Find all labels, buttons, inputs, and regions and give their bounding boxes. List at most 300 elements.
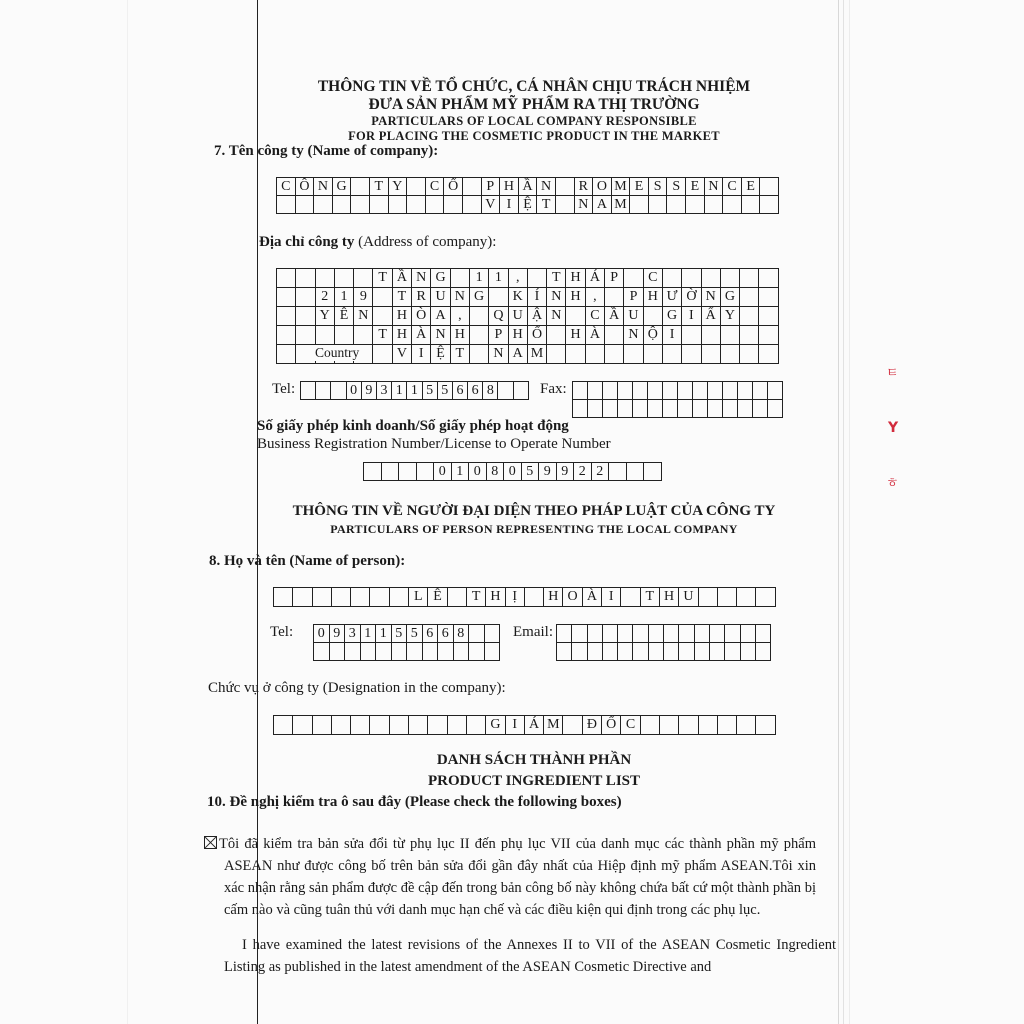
form-cell: U xyxy=(679,588,698,607)
red-stamp-mark xyxy=(882,352,912,502)
form-cell xyxy=(274,716,293,735)
form-cell: 1 xyxy=(452,463,470,481)
form-cell xyxy=(316,269,335,288)
form-cell xyxy=(679,643,694,661)
form-cell xyxy=(314,643,330,661)
form-cell xyxy=(708,382,723,400)
form-cell xyxy=(738,400,753,418)
form-cell: Ậ xyxy=(528,307,547,326)
form-cell xyxy=(557,625,572,643)
form-cell: T xyxy=(537,196,556,214)
form-cell xyxy=(331,382,346,400)
form-cell xyxy=(648,400,663,418)
form-cell: C xyxy=(644,269,663,288)
form-cell xyxy=(644,345,663,364)
form-cell xyxy=(633,382,648,400)
form-cell: N xyxy=(702,288,721,307)
form-cell xyxy=(354,269,373,288)
form-cell: 9 xyxy=(539,463,557,481)
form-cell: Ố xyxy=(528,326,547,345)
company-address-label xyxy=(259,234,496,251)
form-cell xyxy=(667,196,686,214)
form-cell xyxy=(721,269,740,288)
form-cell xyxy=(718,588,737,607)
form-cell: H xyxy=(660,588,679,607)
form-cell: Y xyxy=(316,307,335,326)
form-cell: 0 xyxy=(469,463,487,481)
form-cell xyxy=(702,326,721,345)
form-cell: Ê xyxy=(428,588,447,607)
form-cell xyxy=(444,196,463,214)
form-cell: Ò xyxy=(412,307,431,326)
form-cell: T xyxy=(373,269,392,288)
form-cell: 1 xyxy=(335,288,354,307)
form-cell: 1 xyxy=(392,382,407,400)
form-cell xyxy=(644,463,662,481)
form-cell: Ầ xyxy=(519,178,538,196)
form-cell: 5 xyxy=(423,382,438,400)
form-cell xyxy=(641,716,660,735)
form-cell: Á xyxy=(586,269,605,288)
form-cell: N xyxy=(412,269,431,288)
form-cell: Ổ xyxy=(444,178,463,196)
form-cell: U xyxy=(431,288,450,307)
form-cell xyxy=(485,625,501,643)
form-cell xyxy=(740,307,759,326)
person-name-label: 8. Họ và tên (Name of person): xyxy=(209,553,406,569)
form-cell: N xyxy=(547,307,566,326)
form-cell xyxy=(313,716,332,735)
form-cell xyxy=(768,400,783,418)
form-cell xyxy=(566,307,585,326)
form-cell: N xyxy=(575,196,594,214)
form-cell: À xyxy=(412,326,431,345)
company-fax-label: Fax: xyxy=(540,381,567,397)
form-cell xyxy=(563,716,582,735)
form-cell: G xyxy=(431,269,450,288)
form-cell: 0 xyxy=(314,625,330,643)
person-email-label: Email: xyxy=(513,624,553,640)
form-cell: C xyxy=(586,307,605,326)
form-cell xyxy=(682,345,701,364)
form-cell xyxy=(705,196,724,214)
form-cell: Á xyxy=(525,716,544,735)
form-cell: I xyxy=(663,326,682,345)
form-cell xyxy=(603,400,618,418)
form-cell xyxy=(370,588,389,607)
form-cell xyxy=(409,716,428,735)
form-cell: À xyxy=(586,326,605,345)
heading-vi-line1: THÔNG TIN VỀ TỔ CHỨC, CÁ NHÂN CHỊU TRÁCH NHIỆM xyxy=(317,78,751,95)
form-cell xyxy=(572,643,587,661)
form-cell: P xyxy=(605,269,624,288)
designation-grid xyxy=(273,715,776,735)
country-label: Country xyxy=(315,345,360,360)
form-cell xyxy=(740,326,759,345)
form-cell xyxy=(277,345,296,364)
form-cell: H xyxy=(451,326,470,345)
form-cell xyxy=(624,269,643,288)
form-cell xyxy=(695,643,710,661)
form-cell xyxy=(332,588,351,607)
form-cell xyxy=(390,588,409,607)
form-cell xyxy=(470,345,489,364)
designation-label: Chức vụ ở công ty (Designation in the company): xyxy=(208,680,506,696)
form-cell xyxy=(426,196,445,214)
license-number-grid xyxy=(363,462,662,481)
form-cell: Ộ xyxy=(644,326,663,345)
form-cell xyxy=(448,716,467,735)
form-cell: À xyxy=(583,588,602,607)
person-name-grid xyxy=(273,587,776,607)
form-cell xyxy=(572,625,587,643)
form-cell xyxy=(721,345,740,364)
form-cell xyxy=(469,625,485,643)
form-cell: 9 xyxy=(330,625,346,643)
form-cell xyxy=(351,178,370,196)
form-cell: I xyxy=(412,345,431,364)
person-email-grid xyxy=(556,624,771,661)
form-cell xyxy=(547,345,566,364)
form-cell xyxy=(630,196,649,214)
form-cell: G xyxy=(721,288,740,307)
form-cell xyxy=(296,196,315,214)
form-cell xyxy=(737,716,756,735)
checked-box-icon[interactable] xyxy=(204,836,217,849)
form-cell xyxy=(351,588,370,607)
form-cell: 2 xyxy=(592,463,610,481)
form-cell xyxy=(463,196,482,214)
form-cell: U xyxy=(624,307,643,326)
form-cell xyxy=(723,400,738,418)
form-cell: S xyxy=(649,178,668,196)
form-cell xyxy=(756,625,771,643)
scan-line xyxy=(849,0,850,1024)
form-cell: 6 xyxy=(468,382,483,400)
form-cell: 5 xyxy=(438,382,453,400)
form-cell: K xyxy=(509,288,528,307)
form-cell: 1 xyxy=(376,625,392,643)
form-cell: Ê xyxy=(335,307,354,326)
form-cell: Y xyxy=(389,178,408,196)
form-cell: H xyxy=(566,326,585,345)
form-cell: N xyxy=(431,326,450,345)
form-cell: H xyxy=(393,307,412,326)
form-cell: Í xyxy=(528,288,547,307)
form-cell: 8 xyxy=(454,625,470,643)
form-cell: 8 xyxy=(487,463,505,481)
form-cell xyxy=(470,307,489,326)
form-cell: 9 xyxy=(354,288,373,307)
form-cell: T xyxy=(373,326,392,345)
form-cell: A xyxy=(593,196,612,214)
form-cell xyxy=(528,269,547,288)
form-cell xyxy=(693,382,708,400)
stamp-glyph: ㅎ xyxy=(886,476,899,491)
form-cell xyxy=(693,400,708,418)
form-cell xyxy=(678,400,693,418)
stamp-glyph: Y xyxy=(888,420,899,436)
form-cell: 0 xyxy=(504,463,522,481)
company-tel-label: Tel: xyxy=(272,381,296,397)
form-cell xyxy=(301,382,316,400)
form-cell: N xyxy=(705,178,724,196)
form-cell xyxy=(710,643,725,661)
form-cell xyxy=(354,326,373,345)
form-cell: Ờ xyxy=(682,288,701,307)
form-cell xyxy=(741,625,756,643)
form-cell: H xyxy=(644,288,663,307)
form-cell xyxy=(316,326,335,345)
form-cell xyxy=(759,307,778,326)
form-cell xyxy=(699,588,718,607)
form-cell xyxy=(649,196,668,214)
form-cell xyxy=(407,196,426,214)
form-cell: T xyxy=(393,288,412,307)
form-cell: 6 xyxy=(453,382,468,400)
form-cell xyxy=(663,382,678,400)
form-cell xyxy=(277,269,296,288)
form-cell xyxy=(618,625,633,643)
form-cell: T xyxy=(370,178,389,196)
form-cell xyxy=(588,400,603,418)
form-cell xyxy=(633,625,648,643)
form-cell xyxy=(756,643,771,661)
form-cell xyxy=(296,269,315,288)
form-cell: Ô xyxy=(296,178,315,196)
declaration-en: I have examined the latest revisions of the Annexes II to VII of the ASEAN Cosmetic Ingredient Listing as published in the latest amendment of the ASEAN Cosmetic Directive and xyxy=(224,937,836,975)
form-cell xyxy=(760,178,779,196)
scan-line xyxy=(838,0,839,1024)
form-cell xyxy=(296,326,315,345)
form-cell xyxy=(335,269,354,288)
form-cell xyxy=(759,345,778,364)
form-cell xyxy=(679,625,694,643)
form-cell xyxy=(702,345,721,364)
form-cell xyxy=(768,382,783,400)
form-cell xyxy=(573,382,588,400)
form-cell xyxy=(469,643,485,661)
form-cell: A xyxy=(431,307,450,326)
form-cell xyxy=(605,326,624,345)
form-cell xyxy=(438,643,454,661)
form-cell: Ầ xyxy=(605,307,624,326)
form-cell: 3 xyxy=(377,382,392,400)
form-cell: M xyxy=(612,178,631,196)
form-cell xyxy=(467,716,486,735)
form-cell: T xyxy=(641,588,660,607)
form-cell xyxy=(760,196,779,214)
form-cell: H xyxy=(486,588,505,607)
form-cell: 3 xyxy=(345,625,361,643)
form-cell: 2 xyxy=(574,463,592,481)
form-cell: Ị xyxy=(506,588,525,607)
form-cell: E xyxy=(686,178,705,196)
form-cell: H xyxy=(393,326,412,345)
form-cell: 1 xyxy=(361,625,377,643)
form-cell xyxy=(566,345,585,364)
form-cell: P xyxy=(482,178,501,196)
form-cell: N xyxy=(547,288,566,307)
form-cell xyxy=(547,326,566,345)
company-tel-grid xyxy=(300,381,529,400)
form-cell xyxy=(588,643,603,661)
check-instruction-label: 10. Đề nghị kiểm tra ô sau đây (Please check the following boxes) xyxy=(207,794,622,810)
form-cell xyxy=(485,643,501,661)
form-cell: T xyxy=(467,588,486,607)
form-cell: C xyxy=(426,178,445,196)
form-cell xyxy=(313,588,332,607)
form-cell xyxy=(454,643,470,661)
form-cell xyxy=(741,643,756,661)
form-cell xyxy=(407,178,426,196)
declaration-vi-text: Tôi đã kiểm tra bản sửa đổi từ phụ lục II đến phụ lục VII của danh mục các thành phần mỹ phẩm ASEAN như được công bố trên bản sửa đổi gần đây nhất của Hiệp định mỹ phẩm ASEAN.Tôi xin xác nhận rằng sản phẩm được đề cập đến trong bản công bố này không chứa bất cứ một thành phần bị cấm nào và cũng tuân thủ với danh mục hạn chế và các điều kiện qui định trong các phụ lục. xyxy=(219,836,816,918)
form-cell xyxy=(618,400,633,418)
form-cell xyxy=(277,288,296,307)
form-cell xyxy=(603,382,618,400)
form-cell: I xyxy=(602,588,621,607)
form-cell xyxy=(573,400,588,418)
form-cell xyxy=(664,643,679,661)
form-cell xyxy=(361,643,377,661)
form-cell: P xyxy=(489,326,508,345)
form-cell xyxy=(702,269,721,288)
form-cell: 1 xyxy=(489,269,508,288)
form-cell xyxy=(364,463,382,481)
form-cell xyxy=(274,588,293,607)
form-cell: Ệ xyxy=(519,196,538,214)
form-cell xyxy=(345,643,361,661)
form-cell: O xyxy=(563,588,582,607)
form-cell: S xyxy=(667,178,686,196)
form-cell xyxy=(738,382,753,400)
form-cell xyxy=(407,643,423,661)
form-cell xyxy=(390,716,409,735)
form-cell: 1 xyxy=(470,269,489,288)
form-cell: V xyxy=(393,345,412,364)
form-cell xyxy=(660,716,679,735)
form-cell: Ấ xyxy=(702,307,721,326)
form-cell xyxy=(737,588,756,607)
form-cell xyxy=(399,463,417,481)
form-cell xyxy=(351,716,370,735)
form-cell xyxy=(708,400,723,418)
form-cell: Ệ xyxy=(431,345,450,364)
form-cell: A xyxy=(509,345,528,364)
form-cell xyxy=(556,178,575,196)
form-cell: Ư xyxy=(663,288,682,307)
form-cell xyxy=(351,196,370,214)
form-cell xyxy=(557,643,572,661)
form-cell xyxy=(588,625,603,643)
form-cell xyxy=(296,288,315,307)
form-cell: 2 xyxy=(316,288,335,307)
form-cell: G xyxy=(663,307,682,326)
form-cell xyxy=(756,716,775,735)
form-cell: , xyxy=(509,269,528,288)
form-cell: C xyxy=(723,178,742,196)
form-cell xyxy=(609,463,627,481)
form-cell xyxy=(293,716,312,735)
form-cell: 5 xyxy=(407,625,423,643)
form-cell xyxy=(695,625,710,643)
form-cell xyxy=(742,196,761,214)
form-cell xyxy=(293,588,312,607)
form-cell: V xyxy=(482,196,501,214)
form-cell: U xyxy=(509,307,528,326)
form-cell: L xyxy=(409,588,428,607)
form-cell xyxy=(678,382,693,400)
form-cell xyxy=(759,326,778,345)
form-cell xyxy=(759,288,778,307)
form-cell: 6 xyxy=(423,625,439,643)
stamp-glyph: ㅌ xyxy=(886,366,899,381)
form-cell xyxy=(648,382,663,400)
form-cell xyxy=(370,716,389,735)
form-cell: H xyxy=(500,178,519,196)
form-cell xyxy=(588,382,603,400)
form-cell xyxy=(721,326,740,345)
form-cell xyxy=(699,716,718,735)
form-cell xyxy=(389,196,408,214)
form-cell: M xyxy=(544,716,563,735)
form-cell xyxy=(376,643,392,661)
form-cell: C xyxy=(621,716,640,735)
form-cell: Ầ xyxy=(393,269,412,288)
representative-heading-en: PARTICULARS OF PERSON REPRESENTING THE LOCAL COMPANY xyxy=(330,522,738,536)
form-cell xyxy=(663,400,678,418)
form-cell: T xyxy=(547,269,566,288)
form-cell xyxy=(373,288,392,307)
form-cell xyxy=(740,269,759,288)
form-cell xyxy=(682,326,701,345)
form-cell: R xyxy=(412,288,431,307)
form-cell xyxy=(277,196,296,214)
company-name-grid xyxy=(276,177,779,214)
form-cell: N xyxy=(537,178,556,196)
form-cell xyxy=(664,625,679,643)
form-cell: G xyxy=(486,716,505,735)
form-cell xyxy=(644,307,663,326)
form-cell xyxy=(296,307,315,326)
form-cell xyxy=(332,716,351,735)
form-cell xyxy=(605,288,624,307)
form-cell xyxy=(649,625,664,643)
form-cell xyxy=(686,196,705,214)
heading-vi-line2: ĐƯA SẢN PHẨM MỸ PHẨM RA THỊ TRƯỜNG xyxy=(368,96,700,113)
form-cell: N xyxy=(314,178,333,196)
form-cell: C xyxy=(277,178,296,196)
form-cell xyxy=(603,643,618,661)
form-cell xyxy=(649,643,664,661)
form-cell xyxy=(428,716,447,735)
form-cell: N xyxy=(489,345,508,364)
form-cell xyxy=(603,625,618,643)
form-cell xyxy=(725,625,740,643)
scan-line xyxy=(127,0,128,1024)
form-cell: 5 xyxy=(392,625,408,643)
form-cell xyxy=(723,196,742,214)
declaration-vi xyxy=(204,833,816,921)
form-cell xyxy=(448,588,467,607)
form-cell xyxy=(277,326,296,345)
form-cell xyxy=(753,400,768,418)
form-cell xyxy=(370,196,389,214)
form-cell xyxy=(633,400,648,418)
form-cell xyxy=(525,588,544,607)
heading-en-line1: PARTICULARS OF LOCAL COMPANY RESPONSIBLE xyxy=(371,114,697,128)
form-cell xyxy=(663,269,682,288)
